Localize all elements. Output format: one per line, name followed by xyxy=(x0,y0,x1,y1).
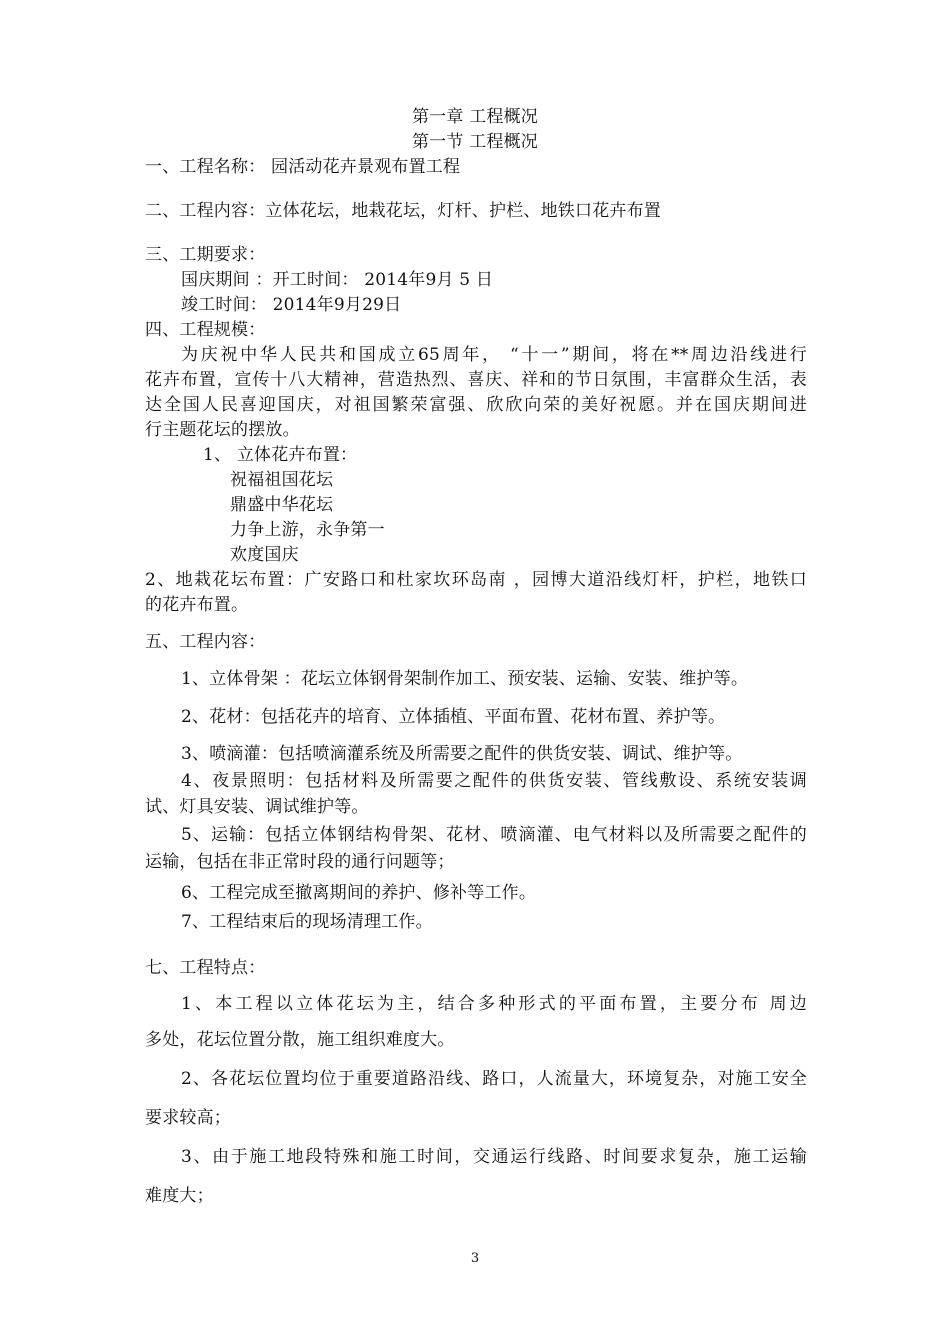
features-line: 2、各花坛位置均位于重要道路沿线、路口，人流量大，环境复杂，对施工安全 xyxy=(181,1069,807,1089)
content-list-item: 5、运输：包括立体钢结构骨架、花材、喷滴灌、电气材料以及所需要之配件的 xyxy=(181,825,807,845)
features-line: 难度大； xyxy=(145,1186,214,1206)
page-number: 3 xyxy=(470,1251,480,1266)
scale-paragraph-line: 为庆祝中华人民共和国成立65周年， “十一”期间，将在**周边沿线进行 xyxy=(181,345,807,365)
scale-paragraph-line: 花卉布置，宣传十八大精神，营造热烈、喜庆、祥和的节日氛围，丰富群众生活，表 xyxy=(145,370,807,390)
sub2-line: 的花卉布置。 xyxy=(145,595,249,615)
item-project-name: 一、工程名称： 园活动花卉景观布置工程 xyxy=(145,157,461,177)
sub1-heading: 1、 立体花卉布置： xyxy=(203,445,358,465)
content-list-item: 运输，包括在非正常时段的通行问题等； xyxy=(145,852,455,872)
scale-paragraph-line: 达全国人民喜迎国庆，对祖国繁荣富强、欣欣向荣的美好祝愿。并在国庆期间进 xyxy=(145,395,807,415)
item-schedule-heading: 三、工期要求： xyxy=(145,245,266,265)
schedule-start: 国庆期间 ：开工时间： 2014年9月 5 日 xyxy=(181,270,494,290)
sub1-item: 祝福祖国花坛 xyxy=(230,470,334,490)
content-list-item: 1、立体骨架 ：花坛立体钢骨架制作加工、预安装、运输、安装、维护等。 xyxy=(181,669,749,689)
schedule-end: 竣工时间： 2014年9月29日 xyxy=(181,295,402,315)
chapter-title: 第一章 工程概况 xyxy=(411,107,538,127)
features-line: 3、由于施工地段特殊和施工时间，交通运行线路、时间要求复杂，施工运输 xyxy=(181,1147,807,1167)
item-content-heading: 五、工程内容： xyxy=(145,632,266,652)
sub1-item: 鼎盛中华花坛 xyxy=(230,495,334,515)
features-line: 多处，花坛位置分散，施工组织难度大。 xyxy=(145,1030,455,1050)
item-scale-heading: 四、工程规模： xyxy=(145,320,266,340)
sub2-line: 2、地栽花坛布置：广安路口和杜家坎环岛南 ，园博大道沿线灯杆，护栏，地铁口 xyxy=(145,570,807,590)
content-list-item: 4、夜景照明：包括材料及所需要之配件的供货安装、管线敷设、系统安装调 xyxy=(181,771,807,791)
content-list-item: 7、工程结束后的现场清理工作。 xyxy=(181,912,433,932)
sub1-item: 力争上游，永争第一 xyxy=(230,520,385,540)
item-project-content: 二、工程内容：立体花坛，地栽花坛，灯杆、护栏、地铁口花卉布置 xyxy=(145,201,661,221)
section-title: 第一节 工程概况 xyxy=(411,132,538,152)
content-list-item: 3、喷滴灌：包括喷滴灌系统及所需要之配件的供货安装、调试、维护等。 xyxy=(181,744,743,764)
content-list-item: 试、灯具安装、调试维护等。 xyxy=(145,797,369,817)
content-list-item: 6、工程完成至撤离期间的养护、修补等工作。 xyxy=(181,883,537,903)
scale-paragraph-line: 行主题花坛的摆放。 xyxy=(145,420,300,440)
item-features-heading: 七、工程特点： xyxy=(145,958,266,978)
features-line: 要求较高； xyxy=(145,1108,231,1128)
content-list-item: 2、花材：包括花卉的培育、立体插植、平面布置、花材布置、养护等。 xyxy=(181,707,726,727)
features-line: 1、本工程以立体花坛为主，结合多种形式的平面布置，主要分布 周边 xyxy=(181,994,807,1014)
sub1-item: 欢度国庆 xyxy=(230,545,299,565)
